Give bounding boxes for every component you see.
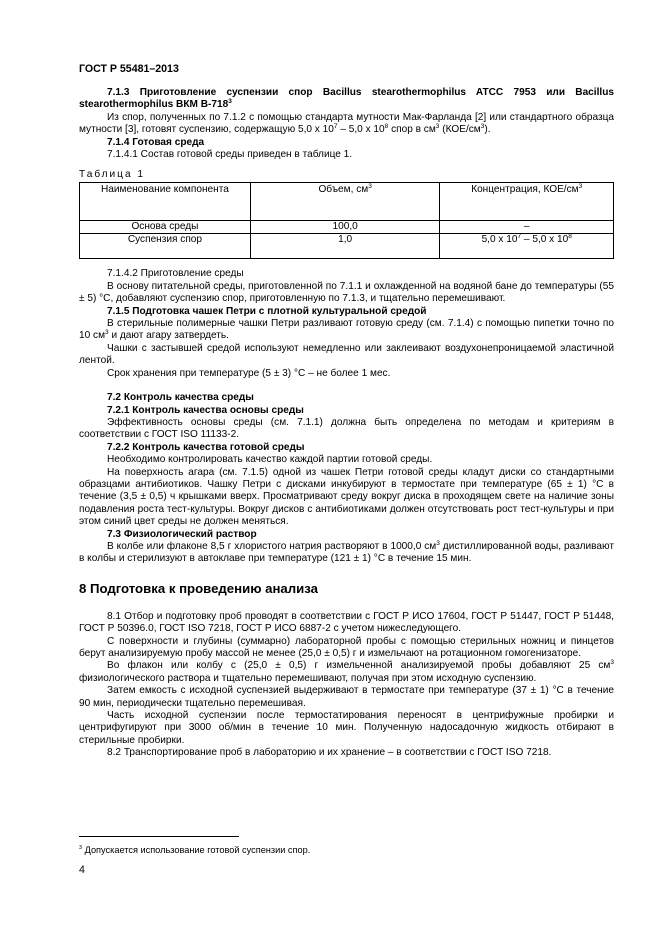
section-7-2-1-title: 7.2.1 Контроль качества основы среды [107, 404, 304, 416]
section-8-paragraph-1: 8.1 Отбор и подготовку проб проводят в соответствии с ГОСТ Р ИСО 17604, ГОСТ Р 51447, ГОСТ Р 51448, ГОСТ Р 50396.0, ГОСТ ISO 7218, ГОСТ Р ИСО 6887-2 с учетом нижеследующего. [79, 610, 614, 635]
table-row [80, 221, 614, 234]
table-cell: Основа среды [80, 221, 251, 234]
section-7-1-4-2-paragraph: В основу питательной среды, приготовленной по 7.1.1 и охлажденной на водяной бане до температуры (55 ± 5) °С, добавляют суспензию спор, приготовленную по 7.1.3, и тщательно перемешивают. [79, 280, 614, 305]
section-8-paragraph-3: Во флакон или колбу с (25,0 ± 0,5) г измельченной анализируемой пробы добавляют 25 $см^3$ физиологического раствора и тщательно перемешивают, получая при этом исходную суспензию. [79, 659, 614, 684]
section-7-1-5-paragraph-3: Срок хранения при температуре (5 ± 3) °С – не более 1 мес. [107, 367, 391, 379]
table-header-row [80, 183, 614, 221]
section-7-1-4-1-paragraph: 7.1.4.1 Состав готовой среды приведен в таблице 1. [107, 149, 353, 161]
table-header-component: Наименование компонента [80, 183, 251, 221]
section-7-1-3-paragraph: Из спор, полученных по 7.1.2 с помощью стандарта мутности Мак-Фарланда [2] или стандартного образца мутности [3], готовят суспензию, содержащую 5,0 х $10^7 - 5,0$ х $10^8$ спор в $см^3$ $(КОЕ/см^3)$. [79, 111, 614, 136]
section-8-paragraph-4: Затем емкость с исходной суспензией выдерживают в термостате при температуре (37 ± 1) °С в течение 90 мин, периодически тщательно перемешивая. [79, 685, 614, 709]
table-cell: 5,0 х $10^7 - 5,0$ х $10^8$ [440, 234, 614, 259]
page-number: 4 [79, 864, 85, 876]
section-7-1-5-title: 7.1.5 Подготовка чашек Петри с плотной культуральной средой [107, 305, 427, 317]
section-7-2-title: 7.2 Контроль качества среды [107, 392, 254, 404]
footnote: $^3$ Допускается использование готовой суспензии спор. [79, 845, 311, 855]
section-7-1-3-title: 7.1.3 Приготовление суспензии спор Bacillus stearothermophilus ATCC 7953 или Bacillus stearothermophilus ВКМ $В-718^3$ [79, 87, 614, 111]
table-header-concentration: Концентрация, КОЕ/$см^3$ [440, 183, 614, 221]
section-7-3-title: 7.3 Физиологический раствор [107, 528, 257, 540]
footnote-divider [79, 836, 239, 837]
section-7-2-2-paragraph-1: Необходимо контролировать качество каждой партии готовой среды. [107, 454, 433, 466]
section-7-2-1-paragraph: Эффективность основы среды (см. 7.1.1) должна быть определена по методам и критериям в соответствии с ГОСТ ISO 11133-2. [79, 416, 614, 441]
table-caption: Таблица 1 [79, 169, 145, 181]
section-8-paragraph-2: С поверхности и глубины (суммарно) лабораторной пробы с помощью стерильных ножниц и пинцетов берут анализируемую пробу массой не менее (25,0 ± 0,5) г и измельчают на ротационном гомогенизаторе. [79, 635, 614, 659]
section-8-heading: 8 Подготовка к проведению анализа [79, 580, 318, 596]
footnote-ref: 3 [228, 98, 232, 106]
section-8-paragraph-5: Часть исходной суспензии после термостатирования переносят в центрифужные пробирки и центрифугируют при 3000 об/мин в течение 10 мин. Полученную надосадочную жидкость отбирают в стерильные пробирки. [79, 710, 614, 746]
section-7-1-4-2-title: 7.1.4.2 Приготовление среды [107, 268, 244, 280]
table-header-volume: Объем, $см^3$ [250, 183, 440, 221]
document-body [79, 87, 614, 760]
section-7-1-5-paragraph-1: В стерильные полимерные чашки Петри разливают готовую среду (см. 7.1.4) с помощью пипетки точно по 10 $см^3$ и дают агару затвердеть. [79, 318, 614, 342]
table-cell: Суспензия спор [80, 234, 251, 259]
section-7-1-5-paragraph-2: Чашки с застывшей средой используют немедленно или заклеивают воздухонепроницаемой эластичной лентой. [79, 342, 614, 367]
composition-table [79, 182, 614, 259]
section-7-3-paragraph: В колбе или флаконе 8,5 г хлористого натрия растворяют в 1000,0 $см^3$ дистиллированной воды, разливают в колбы и стерилизуют в автоклаве при температуре (121 ± 1) °С в течение 15 мин. [79, 539, 614, 565]
table-cell: 100,0 [250, 221, 440, 234]
table-row [80, 234, 614, 259]
table-cell: – [440, 221, 614, 234]
section-8-paragraph-6: 8.2 Транспортирование проб в лабораторию и их хранение – в соответствии с ГОСТ ISO 7218. [107, 747, 552, 759]
section-7-1-4-title: 7.1.4 Готовая среда [107, 136, 205, 148]
section-7-2-2-paragraph-2: На поверхность агара (см. 7.1.5) одной из чашек Петри готовой среды кладут диски со стандартными образцами антибиотиков. Чашку Петри с дисками инкубируют в термостате при температуре (65 ± 1) °С в течение (3,5 ± 0,5) ч крышками вверх. Просматривают среду вокруг диска в проходящем свете на наличие зоны подавления роста тест-культуры. Вокруг дисков с антибиотиками должен отсутствовать рост тест-культуры и при этом синий цвет среды не должен меняться. [79, 466, 614, 528]
table-cell: 1,0 [250, 234, 440, 259]
section-7-2-2-title: 7.2.2 Контроль качества готовой среды [107, 441, 305, 453]
document-header: ГОСТ Р 55481–2013 [79, 63, 179, 75]
